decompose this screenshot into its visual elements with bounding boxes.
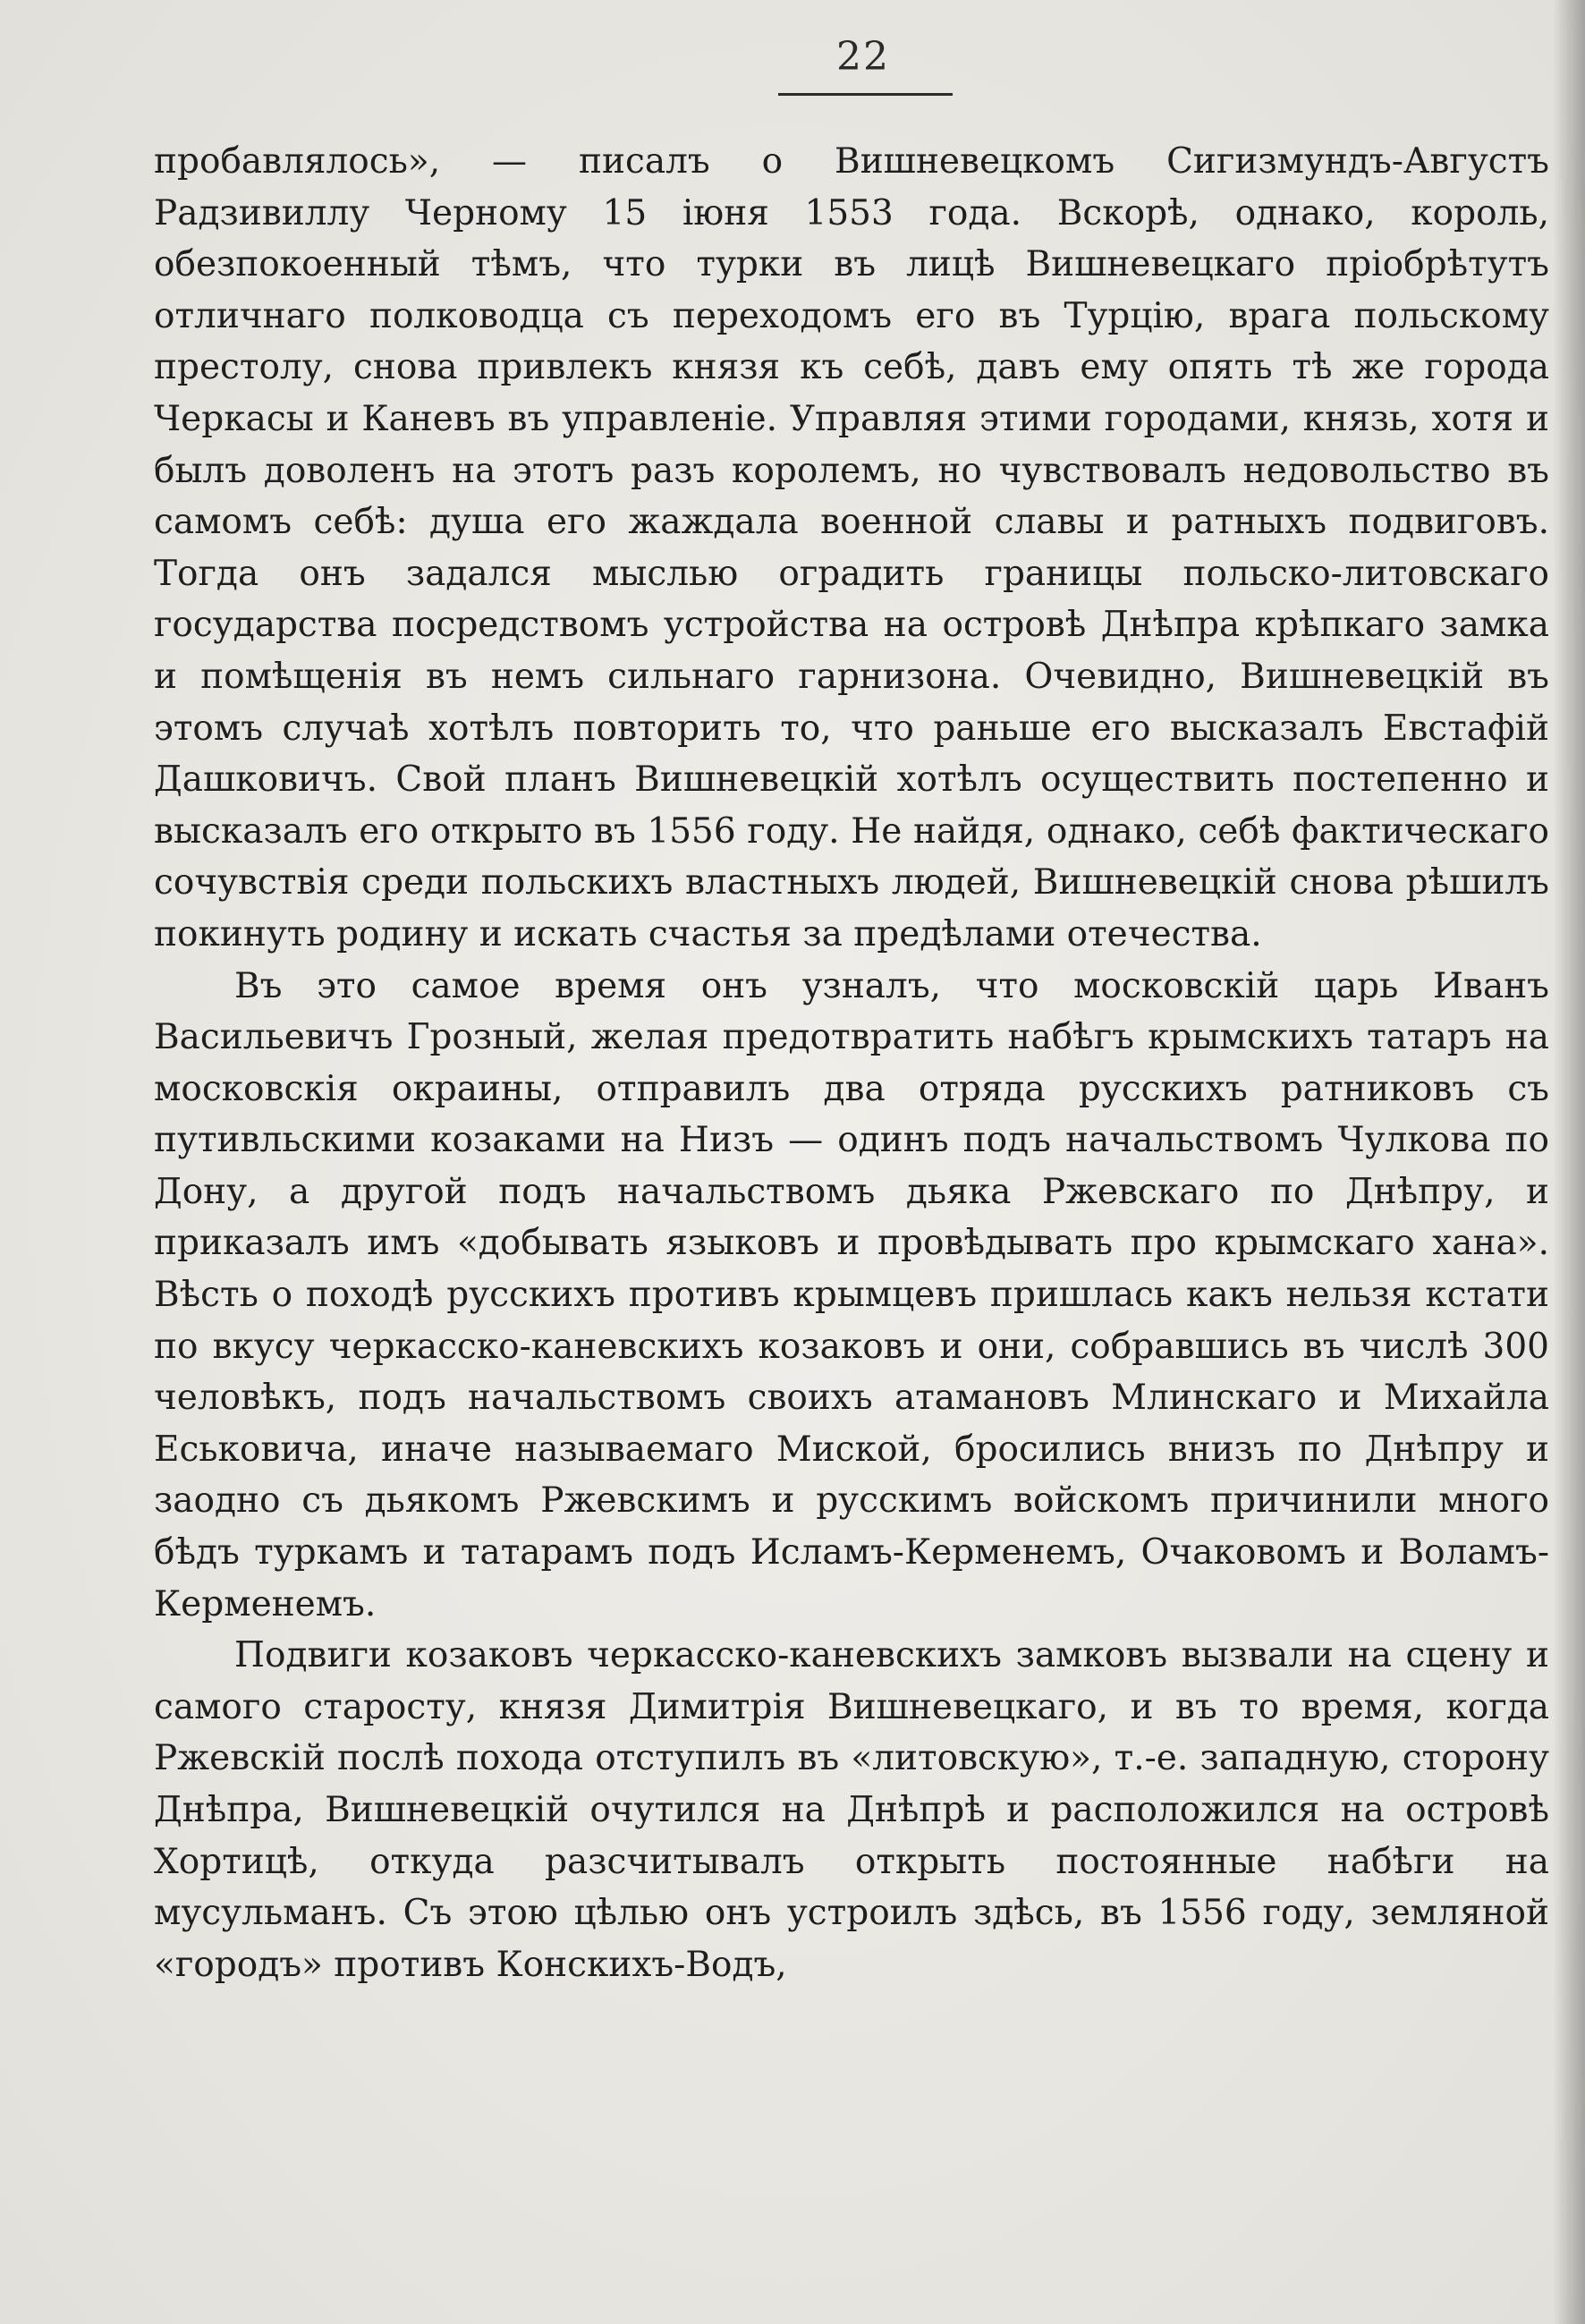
page-number-rule (778, 93, 953, 96)
page-edge-shadow (1553, 0, 1585, 2324)
paragraph-3: Подвиги козаковъ черкасско-каневскихъ замковъ вызвали на сцену и самого старосту, князя Димитрія Вишневецкаго, и въ то время, когда Ржевскій послѣ похода отступилъ въ «литовскую», т.-е. западную, сторону Днѣпра, Вишневецкій очутился на Днѣпрѣ и расположился на островѣ Хортицѣ, откуда разсчитывалъ открыть постоянные набѣги на мусульманъ. Съ этою цѣлью онъ устроилъ здѣсь, въ 1556 году, земляной «городъ» противъ Конскихъ-Водъ, (154, 1635, 1549, 1985)
page-number: 22 (836, 34, 890, 80)
paragraph-1: пробавлялось», — писалъ о Вишневецкомъ Сигизмундъ-Августъ Радзивиллу Черному 15 іюня 1553 года. Вскорѣ, однако, король, обезпокоенный тѣмъ, что турки въ лицѣ Вишневецкаго пріобрѣтутъ отличнаго полководца съ переходомъ его въ Турцію, врага польскому престолу, снова привлекъ князя къ себѣ, давъ ему опять тѣ же города Черкасы и Каневъ въ управленіе. Управляя этими городами, князь, хотя и былъ доволенъ на этотъ разъ королемъ, но чувствовалъ недовольство въ самомъ себѣ: душа его жаждала военной славы и ратныхъ подвиговъ. Тогда онъ задался мыслью оградить границы польско-литовскаго государства посредствомъ устройства на островѣ Днѣпра крѣпкаго замка и помѣщенія въ немъ сильнаго гарнизона. Очевидно, Вишневецкій въ этомъ случаѣ хотѣлъ повторить то, что раньше его высказалъ Евстафій Дашковичъ. Свой планъ Вишневецкій хотѣлъ осуществить постепенно и высказалъ его открыто въ 1556 году. Не найдя, однако, себѣ фактическаго сочувствія среди польскихъ властныхъ людей, Вишневецкій снова рѣшилъ покинуть родину и искать счастья за предѣлами отечества. (154, 141, 1549, 954)
paragraph-2: Въ это самое время онъ узналъ, что московскій царь Иванъ Васильевичъ Грозный, желая предотвратить набѣгъ крымскихъ татаръ на московскія окраины, отправилъ два отряда русскихъ ратниковъ съ путивльскими козаками на Низъ — одинъ подъ начальствомъ Чулкова по Дону, а другой подъ начальствомъ дьяка Ржевскаго по Днѣпру, и приказалъ имъ «добывать языковъ и провѣдывать про крымскаго хана». Вѣсть о походѣ русскихъ противъ крымцевъ пришлась какъ нельзя кстати по вкусу черкасско-каневскихъ козаковъ и они, собравшись въ числѣ 300 человѣкъ, подъ начальствомъ своихъ атамановъ Млинскаго и Михайла Еськовича, иначе называемаго Миской, бросились внизъ по Днѣпру и заодно съ дьякомъ Ржевскимъ и русскимъ войскомъ причинили много бѣдъ туркамъ и татарамъ подъ Исламъ-Керменемъ, Очаковомъ и Воламъ-Керменемъ. (154, 965, 1549, 1624)
body-text (154, 136, 1549, 1990)
